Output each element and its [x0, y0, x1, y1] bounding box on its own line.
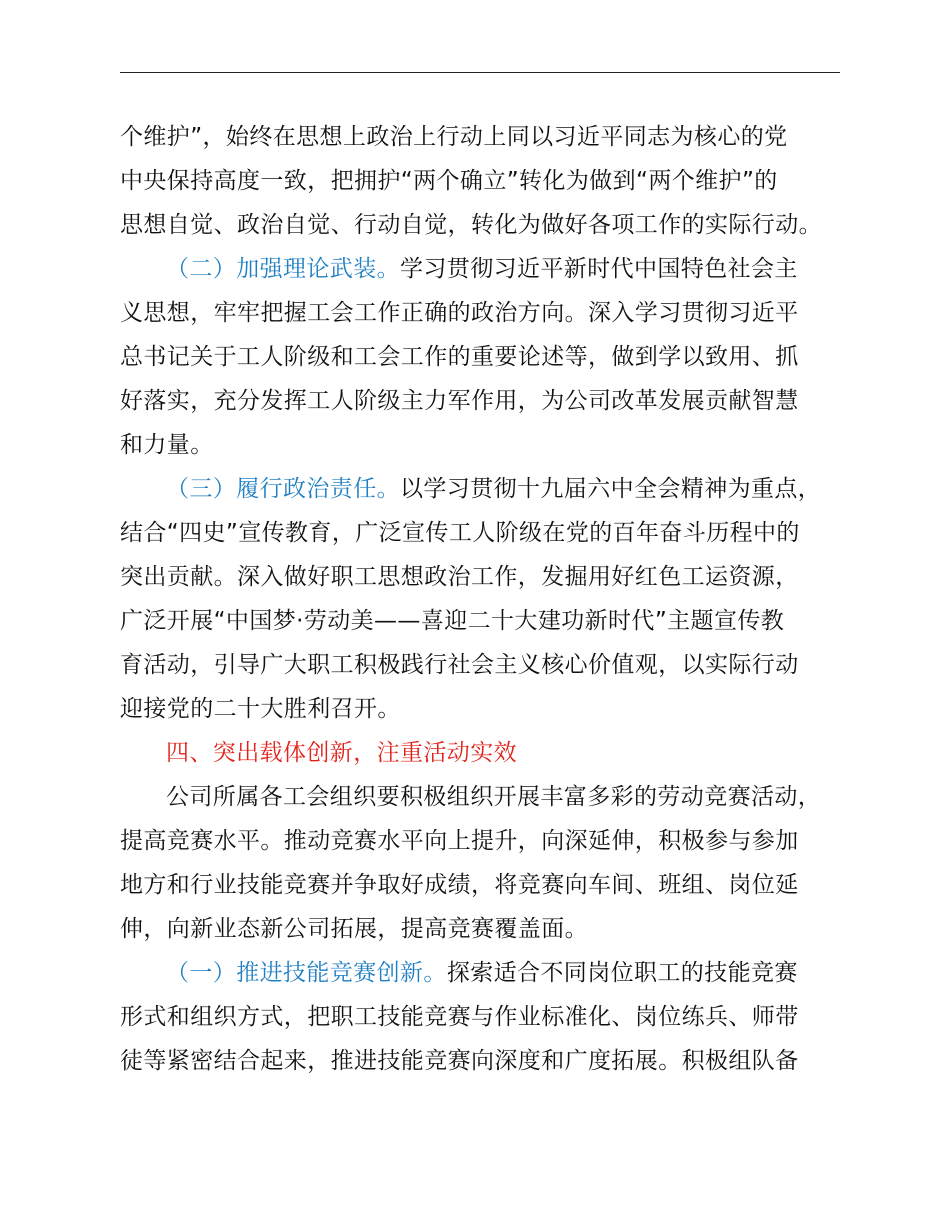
subheading-political-responsibility: （三）履行政治责任。: [166, 476, 400, 502]
paragraph-text: 学习贯彻习近平新时代中国特色社会主: [400, 256, 798, 282]
body-line: 好落实，充分发挥工人阶级主力军作用，为公司改革发展贡献智慧: [120, 388, 799, 414]
body-line: 迎接党的二十大胜利召开。: [120, 696, 401, 722]
body-line: 广泛开展“中国梦·劳动美——喜迎二十大建功新时代”主题宣传教: [120, 608, 785, 634]
subheading-paragraph-3: [166, 470, 821, 503]
subheading-skill-competition: （一）推进技能竞赛创新。: [166, 960, 447, 986]
body-line: 总书记关于工人阶级和工会工作的重要论述等，做到学以致用、抓: [120, 344, 799, 370]
body-line: 突出贡献。深入做好职工思想政治工作，发掘用好红色工运资源，: [120, 564, 799, 590]
body-line: 个维护”，始终在思想上政治上行动上同以习近平同志为核心的党: [120, 124, 788, 150]
body-line: 徒等紧密结合起来，推进技能竞赛向深度和广度拓展。积极组队备: [120, 1048, 799, 1074]
body-line: 伸，向新业态新公司拓展，提高竞赛覆盖面。: [120, 916, 588, 942]
body-line: 结合“四史”宣传教育，广泛宣传工人阶级在党的百年奋斗历程中的: [120, 520, 800, 546]
body-line: 公司所属各工会组织要积极组织开展丰富多彩的劳动竞赛活动，: [166, 784, 822, 810]
body-line: 义思想，牢牢把握工会工作正确的政治方向。深入学习贯彻习近平: [120, 300, 799, 326]
subheading-strengthen-theory: （二）加强理论武装。: [166, 256, 400, 282]
paragraph-text: 探索适合不同岗位职工的技能竞赛: [446, 960, 798, 986]
section-heading-4: 四、突出载体创新，注重活动实效: [166, 740, 517, 766]
paragraph-text: 以学习贯彻十九届六中全会精神为重点，: [400, 476, 822, 502]
header-rule: [120, 72, 840, 73]
body-line: 中央保持高度一致，把拥护“两个确立”转化为做到“两个维护”的: [120, 168, 778, 194]
body-line: 形式和组织方式，把职工技能竞赛与作业标准化、岗位练兵、师带: [120, 1004, 799, 1030]
subheading-paragraph-4-1: [166, 954, 798, 987]
body-line: 提高竞赛水平。推动竞赛水平向上提升，向深延伸，积极参与参加: [120, 828, 799, 854]
subheading-paragraph-2: [166, 250, 798, 283]
body-line: 育活动，引导广大职工积极践行社会主义核心价值观，以实际行动: [120, 652, 799, 678]
body-line: 地方和行业技能竞赛并争取好成绩，将竞赛向车间、班组、岗位延: [120, 872, 799, 898]
body-line: 和力量。: [120, 432, 214, 458]
body-line: 思想自觉、政治自觉、行动自觉，转化为做好各项工作的实际行动。: [120, 212, 822, 238]
